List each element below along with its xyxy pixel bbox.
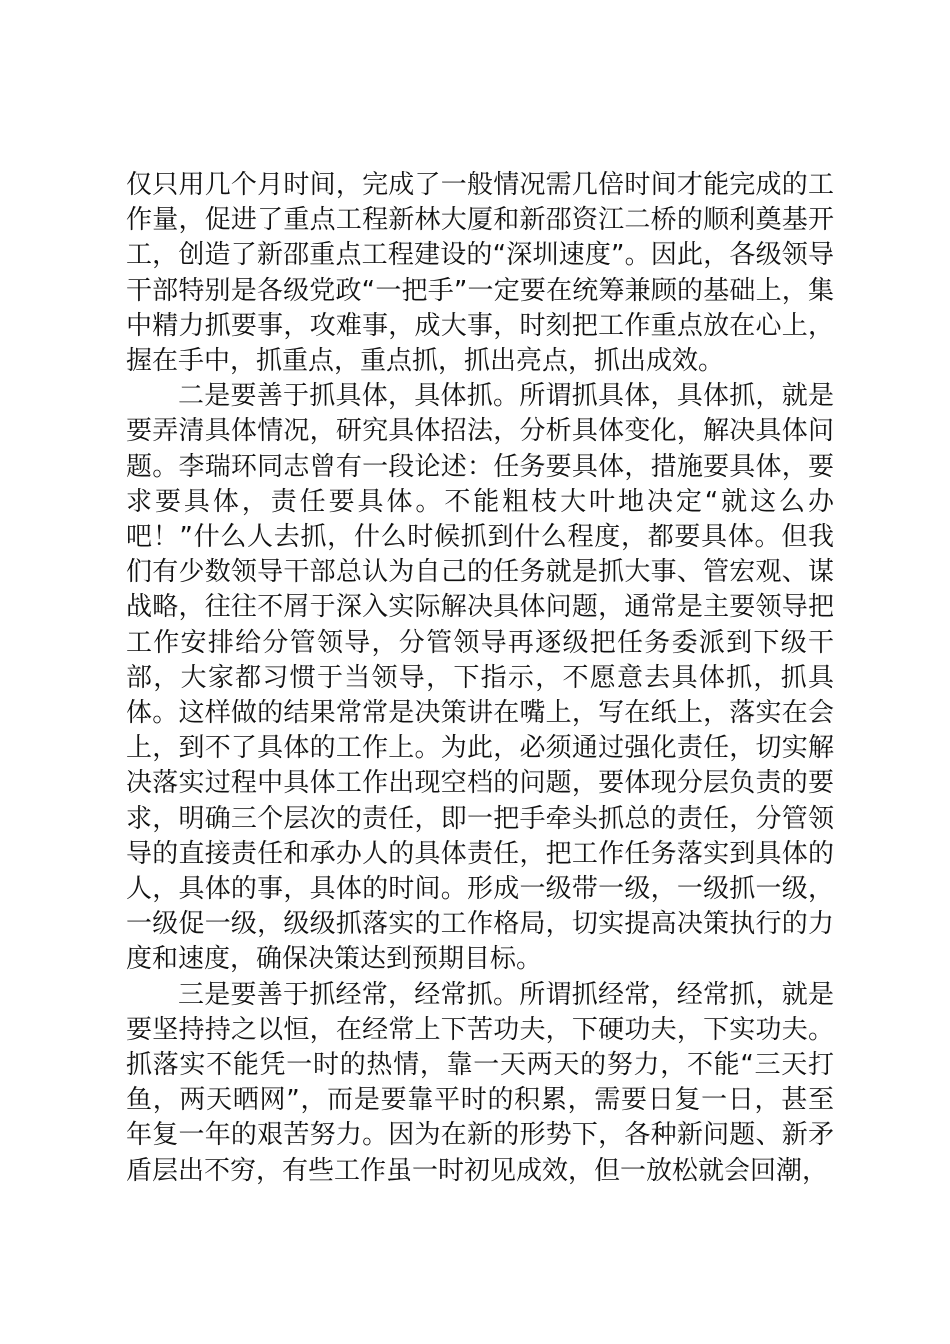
paragraph-1: 仅只用几个月时间，完成了一般情况需几倍时间才能完成的工作量，促进了重点工程新林大厦和新邵资江二桥的顺利奠基开工，创造了新邵重点工程建设的“深圳速度”。因此，各级领导干部特别是各级党政“一把手”一定要在统筹兼顾的基础上，集中精力抓要事，攻难事，成大事，时刻把工作重点放在心上，握在手中，抓重点，重点抓，抓出亮点，抓出成效。 bbox=[126, 170, 834, 377]
body-text bbox=[126, 168, 834, 1189]
paragraph-3: 三是要善于抓经常，经常抓。所谓抓经常，经常抓，就是要坚持持之以恒，在经常上下苦功夫，下硬功夫，下实功夫。抓落实不能凭一时的热情，靠一天两天的努力，不能“三天打鱼，两天晒网”，而是要靠平时的积累，需要日复一日，甚至年复一年的艰苦努力。因为在新的形势下，各种新问题、新矛盾层出不穷，有些工作虽一时初见成效，但一放松就会回潮， bbox=[126, 979, 834, 1186]
paragraph-2: 二是要善于抓具体，具体抓。所谓抓具体，具体抓，就是要弄清具体情况，研究具体招法，分析具体变化，解决具体问题。李瑞环同志曾有一段论述：任务要具体，措施要具体，要求要具体，责任要具体。不能粗枝大叶地决定“就这么办吧！”什么人去抓，什么时候抓到什么程度，都要具体。但我们有少数领导干部总认为自己的任务就是抓大事、管宏观、谋战略，往往不屑于深入实际解决具体问题，通常是主要领导把工作安排给分管领导，分管领导再逐级把任务委派到下级干部，大家都习惯于当领导，下指示，不愿意去具体抓，抓具体。这样做的结果常常是决策讲在嘴上，写在纸上，落实在会上，到不了具体的工作上。为此，必须通过强化责任，切实解决落实过程中具体工作出现空档的问题，要体现分层负责的要求，明确三个层次的责任，即一把手牵头抓总的责任，分管领导的直接责任和承办人的具体责任，把工作任务落实到具体的人，具体的事，具体的时间。形成一级带一级，一级抓一级，一级促一级，级级抓落实的工作格局，切实提高决策执行的力度和速度，确保决策达到预期目标。 bbox=[126, 381, 834, 975]
